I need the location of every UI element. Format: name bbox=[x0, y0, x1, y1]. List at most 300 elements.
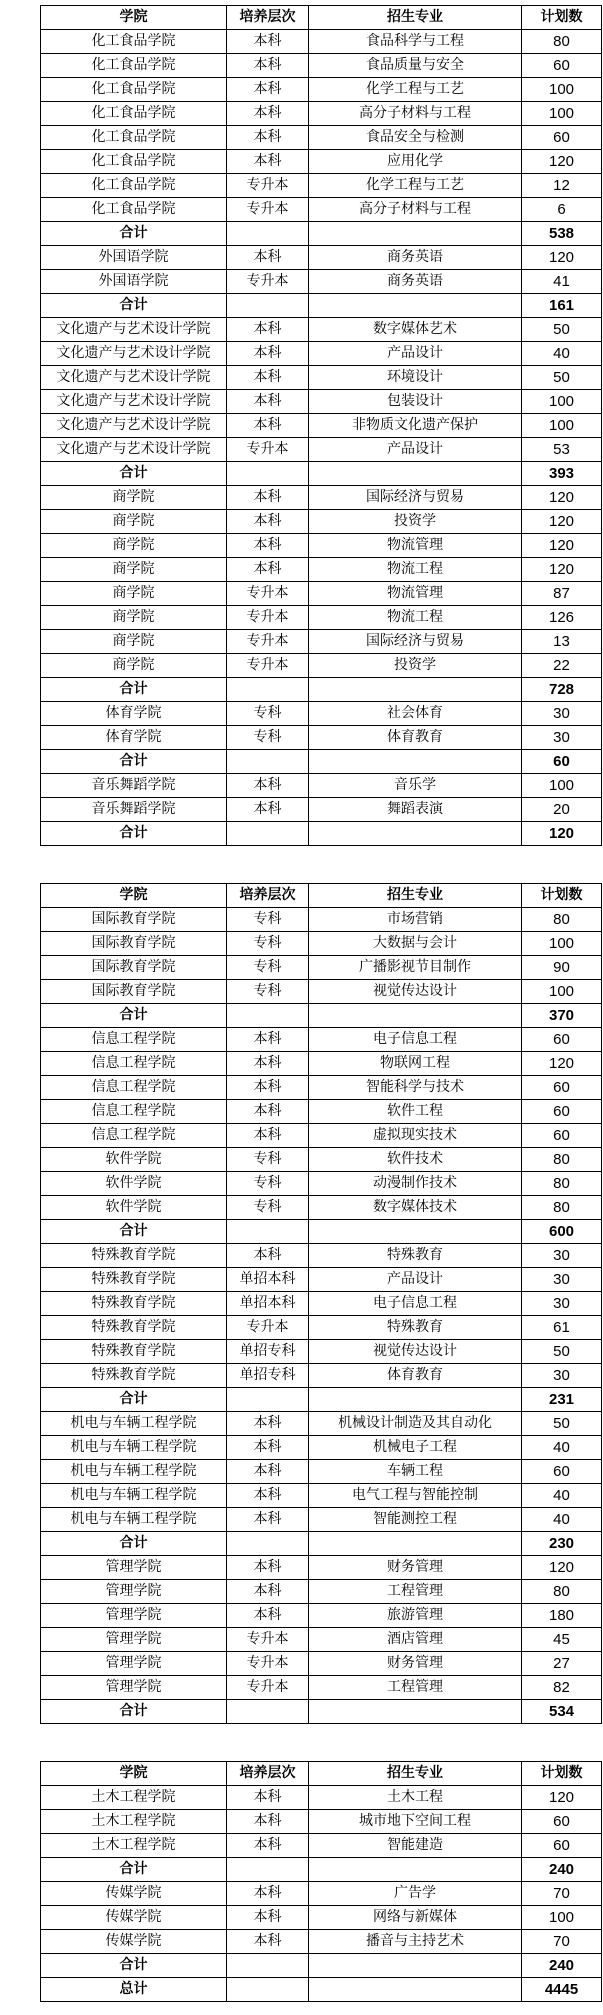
cell-level: 专升本 bbox=[227, 630, 309, 654]
cell-level bbox=[227, 1954, 309, 1978]
cell-major: 市场营销 bbox=[309, 908, 522, 932]
cell-major: 电子信息工程 bbox=[309, 1292, 522, 1316]
cell-level: 专升本 bbox=[227, 438, 309, 462]
cell-major bbox=[309, 678, 522, 702]
enrollment-table-2 bbox=[40, 883, 602, 1724]
cell-college: 合计 bbox=[41, 1004, 227, 1028]
cell-major: 智能测控工程 bbox=[309, 1508, 522, 1532]
cell-level: 本科 bbox=[227, 1882, 309, 1906]
table-row bbox=[41, 1834, 602, 1858]
table-row bbox=[41, 198, 602, 222]
cell-count: 60 bbox=[522, 126, 602, 150]
cell-count: 30 bbox=[522, 1268, 602, 1292]
subtotal-row bbox=[41, 294, 602, 318]
cell-college: 化工食品学院 bbox=[41, 174, 227, 198]
table-header-row bbox=[41, 6, 602, 30]
cell-college: 管理学院 bbox=[41, 1556, 227, 1580]
cell-level: 本科 bbox=[227, 1556, 309, 1580]
table-row bbox=[41, 534, 602, 558]
cell-level: 单招本科 bbox=[227, 1268, 309, 1292]
table-row bbox=[41, 956, 602, 980]
cell-count: 50 bbox=[522, 1340, 602, 1364]
cell-count: 30 bbox=[522, 1364, 602, 1388]
table-row bbox=[41, 78, 602, 102]
cell-major: 智能科学与技术 bbox=[309, 1076, 522, 1100]
cell-college: 音乐舞蹈学院 bbox=[41, 774, 227, 798]
header-count: 计划数 bbox=[522, 6, 602, 30]
cell-count: 600 bbox=[522, 1220, 602, 1244]
cell-major: 软件技术 bbox=[309, 1148, 522, 1172]
cell-major: 物联网工程 bbox=[309, 1052, 522, 1076]
cell-count: 180 bbox=[522, 1604, 602, 1628]
table-row bbox=[41, 1244, 602, 1268]
subtotal-row bbox=[41, 1858, 602, 1882]
cell-level: 专升本 bbox=[227, 654, 309, 678]
cell-college: 土木工程学院 bbox=[41, 1834, 227, 1858]
cell-level: 本科 bbox=[227, 1052, 309, 1076]
cell-count: 40 bbox=[522, 342, 602, 366]
cell-level: 本科 bbox=[227, 318, 309, 342]
cell-college: 商学院 bbox=[41, 558, 227, 582]
cell-level: 专科 bbox=[227, 980, 309, 1004]
table-row bbox=[41, 1196, 602, 1220]
table-row bbox=[41, 1906, 602, 1930]
cell-count: 393 bbox=[522, 462, 602, 486]
cell-count: 120 bbox=[522, 1786, 602, 1810]
cell-count: 70 bbox=[522, 1882, 602, 1906]
cell-major: 社会体育 bbox=[309, 702, 522, 726]
cell-level bbox=[227, 222, 309, 246]
cell-count: 27 bbox=[522, 1652, 602, 1676]
cell-major: 旅游管理 bbox=[309, 1604, 522, 1628]
cell-college: 商学院 bbox=[41, 510, 227, 534]
table-row bbox=[41, 1052, 602, 1076]
cell-count: 13 bbox=[522, 630, 602, 654]
cell-level: 专科 bbox=[227, 1148, 309, 1172]
table-row bbox=[41, 486, 602, 510]
cell-major: 物流工程 bbox=[309, 558, 522, 582]
cell-college: 文化遗产与艺术设计学院 bbox=[41, 438, 227, 462]
cell-level: 本科 bbox=[227, 54, 309, 78]
cell-major: 化学工程与工艺 bbox=[309, 174, 522, 198]
cell-count: 20 bbox=[522, 798, 602, 822]
cell-count: 30 bbox=[522, 1292, 602, 1316]
cell-level: 本科 bbox=[227, 1460, 309, 1484]
cell-major: 大数据与会计 bbox=[309, 932, 522, 956]
cell-college: 特殊教育学院 bbox=[41, 1244, 227, 1268]
cell-college: 文化遗产与艺术设计学院 bbox=[41, 414, 227, 438]
cell-major: 投资学 bbox=[309, 510, 522, 534]
cell-major bbox=[309, 822, 522, 846]
cell-level: 本科 bbox=[227, 1580, 309, 1604]
cell-major bbox=[309, 1700, 522, 1724]
cell-count: 4445 bbox=[522, 1978, 602, 2002]
cell-level: 本科 bbox=[227, 366, 309, 390]
cell-level: 本科 bbox=[227, 798, 309, 822]
cell-count: 231 bbox=[522, 1388, 602, 1412]
cell-major: 广告学 bbox=[309, 1882, 522, 1906]
table-row bbox=[41, 932, 602, 956]
cell-major: 国际经济与贸易 bbox=[309, 630, 522, 654]
cell-count: 70 bbox=[522, 1930, 602, 1954]
cell-count: 61 bbox=[522, 1316, 602, 1340]
cell-major bbox=[309, 750, 522, 774]
header-college: 学院 bbox=[41, 884, 227, 908]
subtotal-row bbox=[41, 678, 602, 702]
cell-college: 管理学院 bbox=[41, 1604, 227, 1628]
cell-count: 12 bbox=[522, 174, 602, 198]
cell-count: 100 bbox=[522, 102, 602, 126]
cell-level: 本科 bbox=[227, 1076, 309, 1100]
cell-level: 本科 bbox=[227, 246, 309, 270]
cell-college: 音乐舞蹈学院 bbox=[41, 798, 227, 822]
cell-level: 本科 bbox=[227, 1244, 309, 1268]
cell-college: 信息工程学院 bbox=[41, 1028, 227, 1052]
cell-college: 机电与车辆工程学院 bbox=[41, 1508, 227, 1532]
header-count: 计划数 bbox=[522, 884, 602, 908]
cell-college: 文化遗产与艺术设计学院 bbox=[41, 390, 227, 414]
cell-count: 120 bbox=[522, 558, 602, 582]
cell-level: 本科 bbox=[227, 1906, 309, 1930]
cell-level: 专升本 bbox=[227, 198, 309, 222]
cell-count: 100 bbox=[522, 932, 602, 956]
cell-level: 专升本 bbox=[227, 270, 309, 294]
cell-level: 专科 bbox=[227, 908, 309, 932]
cell-count: 60 bbox=[522, 1834, 602, 1858]
subtotal-row bbox=[41, 1004, 602, 1028]
cell-count: 60 bbox=[522, 1460, 602, 1484]
cell-count: 120 bbox=[522, 510, 602, 534]
cell-college: 外国语学院 bbox=[41, 246, 227, 270]
cell-college: 商学院 bbox=[41, 534, 227, 558]
cell-major: 软件工程 bbox=[309, 1100, 522, 1124]
cell-college: 土木工程学院 bbox=[41, 1810, 227, 1834]
cell-level bbox=[227, 1532, 309, 1556]
cell-major: 食品安全与检测 bbox=[309, 126, 522, 150]
cell-count: 6 bbox=[522, 198, 602, 222]
cell-major: 电气工程与智能控制 bbox=[309, 1484, 522, 1508]
cell-major: 财务管理 bbox=[309, 1652, 522, 1676]
table-row bbox=[41, 438, 602, 462]
cell-major: 车辆工程 bbox=[309, 1460, 522, 1484]
cell-count: 60 bbox=[522, 1124, 602, 1148]
cell-college: 总计 bbox=[41, 1978, 227, 2002]
cell-count: 30 bbox=[522, 1244, 602, 1268]
subtotal-row bbox=[41, 1954, 602, 1978]
cell-college: 管理学院 bbox=[41, 1628, 227, 1652]
cell-college: 体育学院 bbox=[41, 702, 227, 726]
cell-major: 非物质文化遗产保护 bbox=[309, 414, 522, 438]
table-row bbox=[41, 510, 602, 534]
table-row bbox=[41, 414, 602, 438]
cell-college: 商学院 bbox=[41, 606, 227, 630]
cell-major bbox=[309, 1978, 522, 2002]
cell-major: 音乐学 bbox=[309, 774, 522, 798]
table-row bbox=[41, 1508, 602, 1532]
cell-college: 化工食品学院 bbox=[41, 102, 227, 126]
table-row bbox=[41, 1786, 602, 1810]
cell-major: 机械电子工程 bbox=[309, 1436, 522, 1460]
cell-count: 60 bbox=[522, 1810, 602, 1834]
cell-college: 合计 bbox=[41, 1532, 227, 1556]
cell-major: 酒店管理 bbox=[309, 1628, 522, 1652]
cell-level: 本科 bbox=[227, 1028, 309, 1052]
table-row bbox=[41, 1604, 602, 1628]
cell-count: 100 bbox=[522, 1906, 602, 1930]
cell-college: 合计 bbox=[41, 462, 227, 486]
cell-major bbox=[309, 1858, 522, 1882]
cell-major: 特殊教育 bbox=[309, 1316, 522, 1340]
cell-count: 40 bbox=[522, 1484, 602, 1508]
table-row bbox=[41, 1124, 602, 1148]
table-row bbox=[41, 1460, 602, 1484]
table-row bbox=[41, 1364, 602, 1388]
cell-major: 视觉传达设计 bbox=[309, 980, 522, 1004]
cell-major: 商务英语 bbox=[309, 270, 522, 294]
cell-major bbox=[309, 1388, 522, 1412]
cell-major: 城市地下空间工程 bbox=[309, 1810, 522, 1834]
cell-level: 本科 bbox=[227, 390, 309, 414]
cell-level: 专科 bbox=[227, 956, 309, 980]
cell-level: 本科 bbox=[227, 30, 309, 54]
cell-level bbox=[227, 678, 309, 702]
cell-level: 专升本 bbox=[227, 606, 309, 630]
cell-college: 国际教育学院 bbox=[41, 932, 227, 956]
cell-count: 90 bbox=[522, 956, 602, 980]
table-row bbox=[41, 30, 602, 54]
cell-count: 100 bbox=[522, 390, 602, 414]
cell-college: 化工食品学院 bbox=[41, 126, 227, 150]
cell-level: 本科 bbox=[227, 1100, 309, 1124]
table-row bbox=[41, 1652, 602, 1676]
cell-major: 高分子材料与工程 bbox=[309, 102, 522, 126]
cell-level: 专科 bbox=[227, 726, 309, 750]
cell-level: 单招专科 bbox=[227, 1364, 309, 1388]
cell-college: 国际教育学院 bbox=[41, 956, 227, 980]
table-row bbox=[41, 342, 602, 366]
cell-count: 120 bbox=[522, 486, 602, 510]
table-row bbox=[41, 1076, 602, 1100]
table-row bbox=[41, 726, 602, 750]
cell-count: 100 bbox=[522, 980, 602, 1004]
cell-major: 体育教育 bbox=[309, 1364, 522, 1388]
cell-major: 虚拟现实技术 bbox=[309, 1124, 522, 1148]
cell-count: 80 bbox=[522, 1148, 602, 1172]
cell-major: 食品科学与工程 bbox=[309, 30, 522, 54]
cell-major: 体育教育 bbox=[309, 726, 522, 750]
header-level: 培养层次 bbox=[227, 1762, 309, 1786]
cell-major: 化学工程与工艺 bbox=[309, 78, 522, 102]
cell-level: 本科 bbox=[227, 102, 309, 126]
table-row bbox=[41, 150, 602, 174]
table-row bbox=[41, 1556, 602, 1580]
cell-college: 传媒学院 bbox=[41, 1930, 227, 1954]
table-row bbox=[41, 1316, 602, 1340]
cell-major: 土木工程 bbox=[309, 1786, 522, 1810]
cell-level: 专科 bbox=[227, 932, 309, 956]
table-row bbox=[41, 980, 602, 1004]
cell-college: 化工食品学院 bbox=[41, 30, 227, 54]
cell-count: 80 bbox=[522, 1196, 602, 1220]
table-row bbox=[41, 1930, 602, 1954]
cell-college: 管理学院 bbox=[41, 1580, 227, 1604]
cell-level: 本科 bbox=[227, 1436, 309, 1460]
cell-level: 本科 bbox=[227, 1604, 309, 1628]
cell-level: 专升本 bbox=[227, 1316, 309, 1340]
cell-college: 合计 bbox=[41, 1388, 227, 1412]
cell-college: 特殊教育学院 bbox=[41, 1268, 227, 1292]
header-major: 招生专业 bbox=[309, 884, 522, 908]
cell-count: 120 bbox=[522, 822, 602, 846]
cell-college: 文化遗产与艺术设计学院 bbox=[41, 366, 227, 390]
cell-count: 120 bbox=[522, 534, 602, 558]
cell-college: 软件学院 bbox=[41, 1196, 227, 1220]
cell-major: 财务管理 bbox=[309, 1556, 522, 1580]
cell-college: 传媒学院 bbox=[41, 1882, 227, 1906]
cell-college: 机电与车辆工程学院 bbox=[41, 1484, 227, 1508]
subtotal-row bbox=[41, 750, 602, 774]
cell-major: 视觉传达设计 bbox=[309, 1340, 522, 1364]
cell-level: 本科 bbox=[227, 774, 309, 798]
cell-count: 22 bbox=[522, 654, 602, 678]
cell-count: 41 bbox=[522, 270, 602, 294]
cell-count: 60 bbox=[522, 750, 602, 774]
cell-college: 特殊教育学院 bbox=[41, 1316, 227, 1340]
cell-major: 机械设计制造及其自动化 bbox=[309, 1412, 522, 1436]
grand-total-row bbox=[41, 1978, 602, 2002]
cell-major: 产品设计 bbox=[309, 1268, 522, 1292]
subtotal-row bbox=[41, 1700, 602, 1724]
cell-college: 体育学院 bbox=[41, 726, 227, 750]
cell-count: 80 bbox=[522, 30, 602, 54]
cell-count: 370 bbox=[522, 1004, 602, 1028]
cell-level: 专科 bbox=[227, 1196, 309, 1220]
cell-college: 特殊教育学院 bbox=[41, 1340, 227, 1364]
cell-college: 信息工程学院 bbox=[41, 1052, 227, 1076]
table-row bbox=[41, 1268, 602, 1292]
cell-level bbox=[227, 822, 309, 846]
cell-count: 50 bbox=[522, 366, 602, 390]
cell-count: 50 bbox=[522, 318, 602, 342]
cell-count: 240 bbox=[522, 1954, 602, 1978]
cell-level: 专升本 bbox=[227, 582, 309, 606]
cell-level: 专科 bbox=[227, 702, 309, 726]
cell-level bbox=[227, 1004, 309, 1028]
cell-major bbox=[309, 1004, 522, 1028]
table-row bbox=[41, 126, 602, 150]
subtotal-row bbox=[41, 822, 602, 846]
cell-count: 80 bbox=[522, 908, 602, 932]
cell-level: 本科 bbox=[227, 150, 309, 174]
cell-college: 机电与车辆工程学院 bbox=[41, 1412, 227, 1436]
cell-major: 数字媒体技术 bbox=[309, 1196, 522, 1220]
table-row bbox=[41, 654, 602, 678]
cell-level: 单招本科 bbox=[227, 1292, 309, 1316]
cell-college: 合计 bbox=[41, 1700, 227, 1724]
cell-college: 传媒学院 bbox=[41, 1906, 227, 1930]
cell-count: 40 bbox=[522, 1436, 602, 1460]
cell-level: 本科 bbox=[227, 126, 309, 150]
cell-college: 化工食品学院 bbox=[41, 54, 227, 78]
cell-college: 机电与车辆工程学院 bbox=[41, 1436, 227, 1460]
cell-level bbox=[227, 294, 309, 318]
cell-level: 本科 bbox=[227, 1834, 309, 1858]
cell-level: 本科 bbox=[227, 510, 309, 534]
cell-level: 单招专科 bbox=[227, 1340, 309, 1364]
cell-major: 舞蹈表演 bbox=[309, 798, 522, 822]
table-row bbox=[41, 1436, 602, 1460]
header-college: 学院 bbox=[41, 6, 227, 30]
cell-level: 专科 bbox=[227, 1172, 309, 1196]
cell-count: 534 bbox=[522, 1700, 602, 1724]
table-row bbox=[41, 1676, 602, 1700]
cell-level: 专升本 bbox=[227, 1652, 309, 1676]
cell-count: 82 bbox=[522, 1676, 602, 1700]
table-row bbox=[41, 1412, 602, 1436]
cell-college: 管理学院 bbox=[41, 1652, 227, 1676]
cell-college: 外国语学院 bbox=[41, 270, 227, 294]
cell-major bbox=[309, 222, 522, 246]
cell-level bbox=[227, 462, 309, 486]
table-row bbox=[41, 1292, 602, 1316]
subtotal-row bbox=[41, 1388, 602, 1412]
cell-level bbox=[227, 1978, 309, 2002]
cell-college: 商学院 bbox=[41, 582, 227, 606]
cell-college: 合计 bbox=[41, 1858, 227, 1882]
cell-college: 文化遗产与艺术设计学院 bbox=[41, 318, 227, 342]
cell-count: 40 bbox=[522, 1508, 602, 1532]
cell-major: 物流管理 bbox=[309, 534, 522, 558]
cell-major: 应用化学 bbox=[309, 150, 522, 174]
cell-count: 120 bbox=[522, 1556, 602, 1580]
table-row bbox=[41, 366, 602, 390]
cell-count: 120 bbox=[522, 246, 602, 270]
cell-major: 播音与主持艺术 bbox=[309, 1930, 522, 1954]
table-row bbox=[41, 1100, 602, 1124]
cell-major: 物流工程 bbox=[309, 606, 522, 630]
cell-college: 土木工程学院 bbox=[41, 1786, 227, 1810]
cell-college: 合计 bbox=[41, 294, 227, 318]
table-row bbox=[41, 1148, 602, 1172]
cell-college: 合计 bbox=[41, 750, 227, 774]
cell-count: 50 bbox=[522, 1412, 602, 1436]
cell-level: 本科 bbox=[227, 486, 309, 510]
cell-count: 120 bbox=[522, 1052, 602, 1076]
cell-college: 机电与车辆工程学院 bbox=[41, 1460, 227, 1484]
cell-major: 产品设计 bbox=[309, 438, 522, 462]
cell-major: 工程管理 bbox=[309, 1580, 522, 1604]
cell-major: 产品设计 bbox=[309, 342, 522, 366]
cell-level: 本科 bbox=[227, 1508, 309, 1532]
cell-college: 合计 bbox=[41, 1954, 227, 1978]
cell-major: 工程管理 bbox=[309, 1676, 522, 1700]
cell-major: 数字媒体艺术 bbox=[309, 318, 522, 342]
cell-level: 专升本 bbox=[227, 1628, 309, 1652]
cell-major: 国际经济与贸易 bbox=[309, 486, 522, 510]
cell-count: 120 bbox=[522, 150, 602, 174]
table-row bbox=[41, 1882, 602, 1906]
cell-major: 高分子材料与工程 bbox=[309, 198, 522, 222]
cell-major: 环境设计 bbox=[309, 366, 522, 390]
cell-count: 30 bbox=[522, 702, 602, 726]
cell-level bbox=[227, 1858, 309, 1882]
cell-college: 国际教育学院 bbox=[41, 908, 227, 932]
cell-level bbox=[227, 1220, 309, 1244]
table-row bbox=[41, 1484, 602, 1508]
cell-major bbox=[309, 1220, 522, 1244]
cell-count: 87 bbox=[522, 582, 602, 606]
cell-college: 合计 bbox=[41, 1220, 227, 1244]
